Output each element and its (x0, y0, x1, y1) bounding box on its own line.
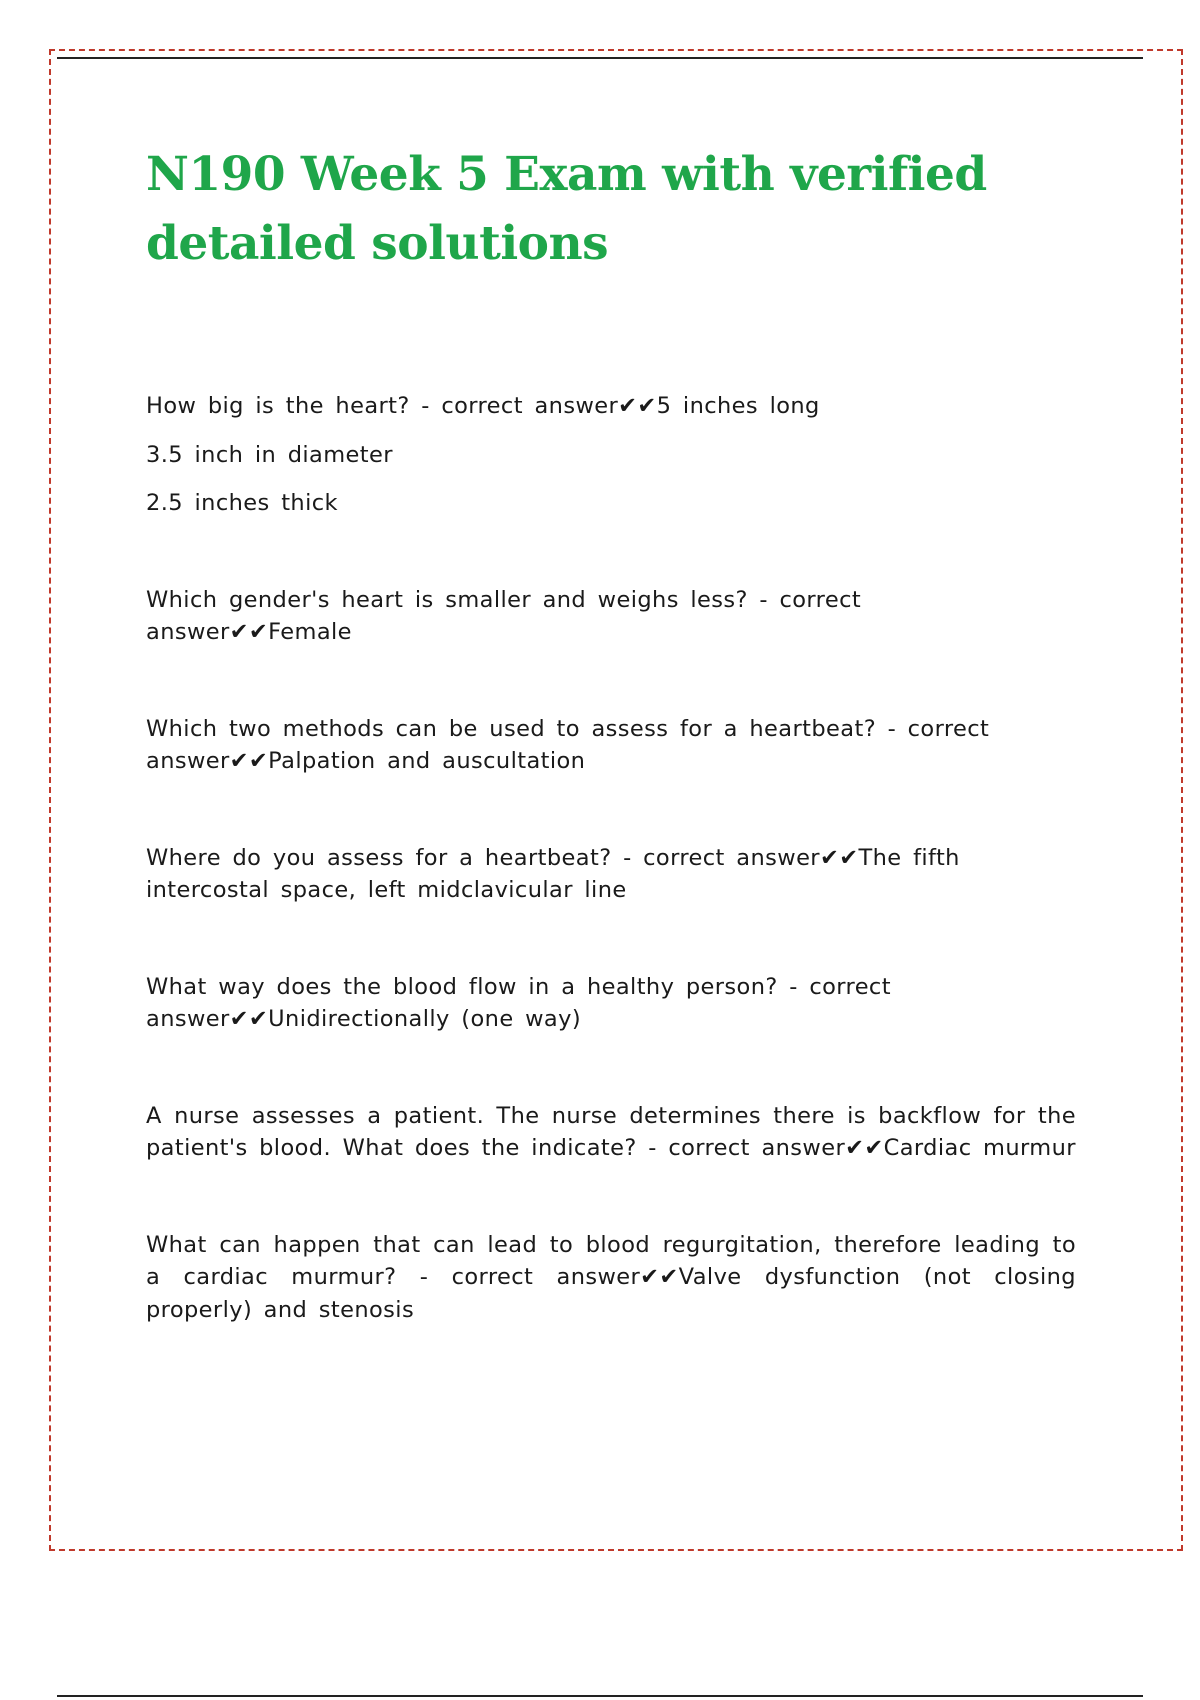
qa-text: Where do you assess for a heartbeat? - correct answer✔✔The fifth intercostal space, left midclavicular line (146, 844, 960, 903)
qa-text: A nurse assesses a patient. The nurse determines there is backflow for the patient's blood. What does the indicate? - correct answer✔✔Cardiac murmur (146, 1102, 1076, 1161)
qa-text: How big is the heart? - correct answer✔✔5 inches long (146, 393, 820, 419)
qa-item-blood-flow (146, 971, 976, 1036)
qa-item-regurgitation (146, 1229, 1076, 1327)
qa-text: What way does the blood flow in a healthy person? - correct answer✔✔Unidirectionally (one way) (146, 973, 891, 1032)
qa-text: Which two methods can be used to assess for a heartbeat? - correct answer✔✔Palpation and auscultation (146, 715, 990, 774)
qa-item-gender-heart (146, 584, 906, 649)
qa-text-line: 3.5 inch in diameter (146, 441, 393, 468)
document-body (146, 140, 1076, 1390)
qa-item-heart-size (146, 390, 1076, 520)
bottom-rule (57, 1695, 1143, 1697)
qa-item-backflow (146, 1100, 1076, 1165)
qa-item-assess-location (146, 842, 1026, 907)
document-title: N190 Week 5 Exam with verified detailed solutions (146, 147, 987, 271)
qa-text: Which gender's heart is smaller and weighs less? - correct answer✔✔Female (146, 586, 862, 645)
qa-text-line: 2.5 inches thick (146, 490, 338, 516)
top-rule (57, 57, 1143, 59)
qa-text: What can happen that can lead to blood regurgitation, therefore leading to a cardiac murmur? - correct answer✔✔Valve dysfunction (not closing properly) and stenosis (146, 1231, 1076, 1323)
qa-item-assess-methods (146, 713, 1076, 778)
